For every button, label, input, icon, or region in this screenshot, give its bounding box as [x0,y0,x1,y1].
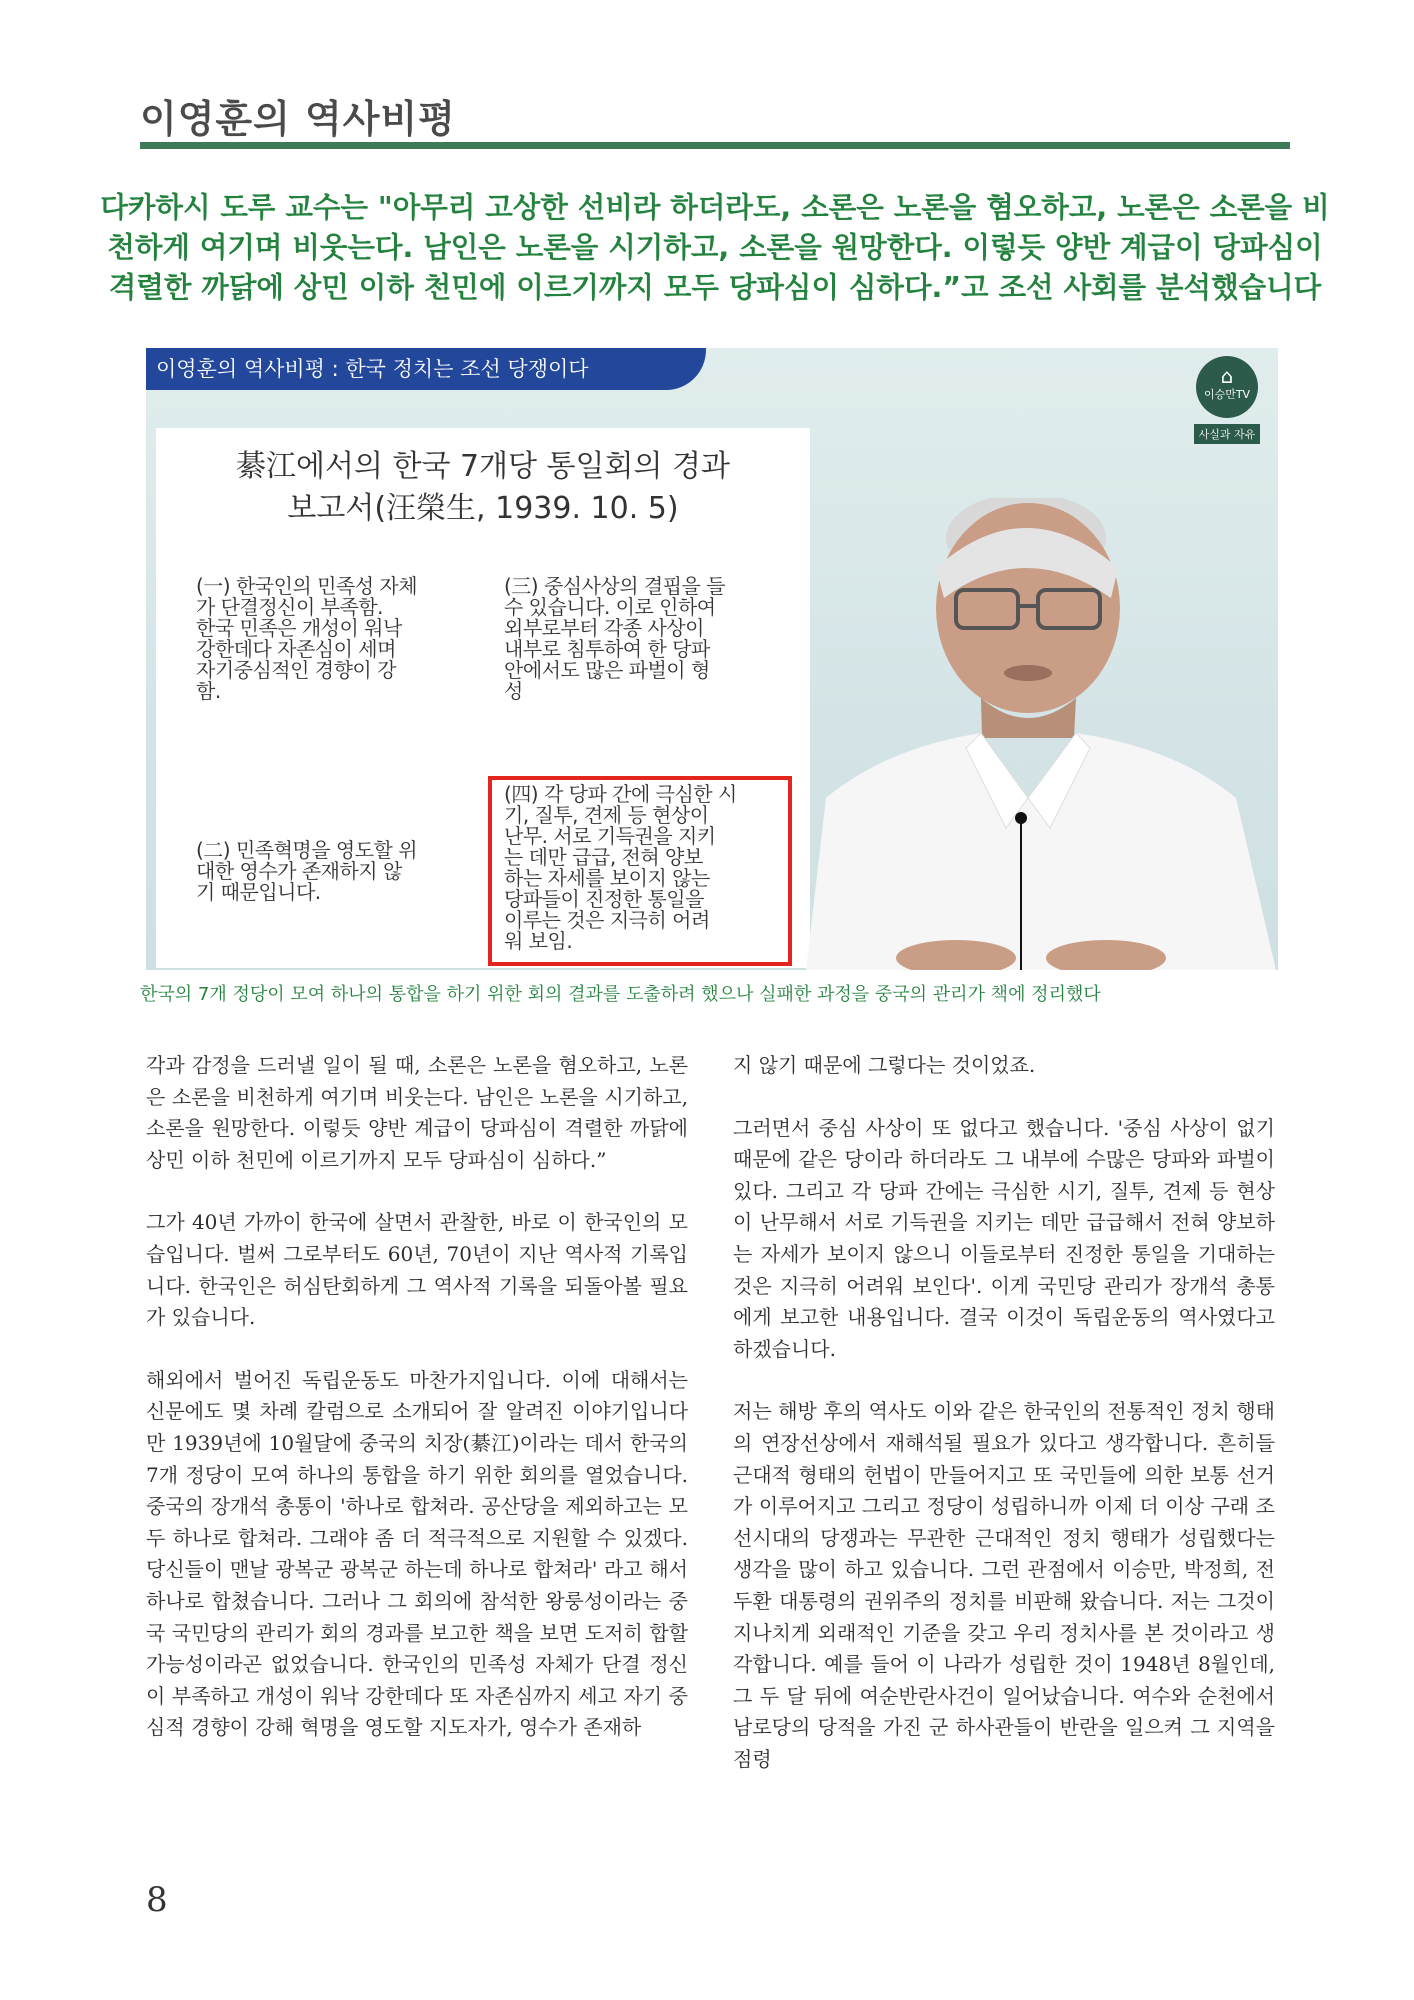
slide-item-4: (四) 각 당파 간에 극심한 시 기, 질투, 견제 등 현상이 난무. 서로 기득권을 지키 는 데만 급급, 전혀 양보 하는 자세를 보이지 않는 당파들이 진정한 통일을 이루는 것은 지극히 어려 워 보임. [504,782,737,953]
slide-title-line2: 보고서(汪榮生, 1939. 10. 5) [287,491,679,526]
channel-logo [1194,356,1260,444]
video-title-banner: 이영훈의 역사비평 : 한국 정치는 조선 당쟁이다 [146,348,706,390]
channel-tagline: 사실과 자유 [1194,424,1260,444]
channel-name: 이승만TV [1203,388,1251,401]
body-column-right [733,1050,1275,1806]
video-screenshot [146,348,1278,970]
slide-title-line1: 綦江에서의 한국 7개당 통일회의 경과 [236,449,730,484]
house-icon: ⌂ [1220,364,1234,388]
slide-item-1: (一) 한국인의 민족성 자체 가 단결정신이 부족함. 한국 민족은 개성이 워낙 강한데다 자존심이 세며 자기중심적인 경향이 강 함. [196,574,418,703]
body-column-left [146,1050,688,1775]
header-divider [140,142,1290,149]
page-number: 8 [146,1880,168,1920]
slide-item-2: (二) 민족혁명을 영도할 위 대한 영수가 존재하지 않 기 때문입니다. [196,838,418,904]
paragraph: 지 않기 때문에 그렇다는 것이었죠. [733,1053,1036,1077]
slide-title [156,446,810,530]
presentation-slide [156,428,810,968]
paragraph: 저는 해방 후의 역사도 이와 같은 한국인의 전통적인 정치 행태의 연장선상에서 재해석될 필요가 있다고 생각합니다. 흔히들 근대적 형태의 헌법이 만들어지고 또 국민들에 의한 보통 선거가 이루어지고 그리고 정당이 성립하니까 이제 더 이상 구래 조선시대의 당쟁과는 무관한 근대적인 정치 행태가 성립했다는 생각을 많이 하고 있습니다. 그런 관점에서 이승만, 박정희, 전두환 대통령의 권위주의 정치를 비판해 왔습니다. 저는 그것이 지나치게 외래적인 기준을 갖고 우리 정치사를 본 것이라고 생각합니다. 예를 들어 이 나라가 성립한 것이 1948년 8월인데, 그 두 달 뒤에 여순반란사건이 일어났습니다. 여수와 순천에서 남로당의 당적을 가진 군 하사관들이 반란을 일으켜 그 지역을 점령 [733,1399,1275,1771]
presenter-image [806,498,1276,970]
paragraph: 해외에서 벌어진 독립운동도 마찬가지입니다. 이에 대해서는 신문에도 몇 차례 칼럼으로 소개되어 잘 알려진 이야기입니다만 1939년에 10월달에 중국의 치장(綦江)이라는 데서 한국의 7개 정당이 모여 하나의 통합을 하기 위한 회의를 열었습니다. 중국의 장개석 총통이 '하나로 합쳐라. 공산당을 제외하고는 모두 하나로 합쳐라. 그래야 좀 더 적극적으로 지원할 수 있겠다. 당신들이 맨날 광복군 광복군 하는데 하나로 합쳐라' 라고 해서 하나로 합쳤습니다. 그러나 그 회의에 참석한 왕룽성이라는 중국 국민당의 관리가 회의 경과를 보고한 책을 보면 도저히 합할 가능성이라곤 없었습니다. 한국인의 민족성 자체가 단결 정신이 부족하고 개성이 워낙 강한데다 또 자존심까지 세고 자기 중심적 경향이 강해 혁명을 영도할 지도자가, 영수가 존재하 [146,1367,688,1740]
image-caption: 한국의 7개 정당이 모여 하나의 통합을 하기 위한 회의 결과를 도출하려 했으나 실패한 과정을 중국의 관리가 책에 정리했다 [140,984,1101,1005]
pull-quote: 다카하시 도루 교수는 "아무리 고상한 선비라 하더라도, 소론은 노론을 혐오하고, 노론은 소론을 비천하게 여기며 비웃는다. 남인은 노론을 시기하고, 소론을 원망한다. 이렇듯 양반 계급이 당파심이 격렬한 까닭에 상민 이하 천민에 이르기까지 모두 당파심이 심하다.”고 조선 사회를 분석했습니다 [100,191,1330,304]
channel-badge [1196,356,1258,418]
slide-item-3: (三) 중심사상의 결핍을 들 수 있습니다. 이로 인하여 외부로부터 각종 사상이 내부로 침투하여 한 당파 안에서도 많은 파벌이 형 성 [504,574,726,703]
paragraph: 그러면서 중심 사상이 또 없다고 했습니다. '중심 사상이 없기 때문에 같은 당이라 하더라도 그 내부에 수많은 당파와 파벌이 있다. 그리고 각 당파 간에는 극심한 시기, 질투, 견제 등 현상이 난무해서 서로 기득권을 지키는 데만 급급해서 전혀 양보하는 자세가 보이지 않으니 이들로부터 진정한 통일을 기대하는 것은 지극히 어려워 보인다'. 이게 국민당 관리가 장개석 총통에게 보고한 내용입니다. 결국 이것이 독립운동의 역사였다고 하겠습니다. [733,1115,1275,1361]
magazine-section-title: 이영훈의 역사비평 [140,97,456,141]
paragraph: 각과 감정을 드러낼 일이 될 때, 소론은 노론을 혐오하고, 노론은 소론을 비천하게 여기며 비웃는다. 남인은 노론을 시기하고, 소론을 원망한다. 이렇듯 양반 계급이 당파심이 격렬한 까닭에 상민 이하 천민에 이르기까지 모두 당파심이 심하다.” [146,1053,688,1172]
paragraph: 그가 40년 가까이 한국에 살면서 관찰한, 바로 이 한국인의 모습입니다. 벌써 그로부터도 60년, 70년이 지난 역사적 기록입니다. 한국인은 허심탄회하게 그 역사적 기록을 되돌아볼 필요가 있습니다. [146,1210,688,1330]
